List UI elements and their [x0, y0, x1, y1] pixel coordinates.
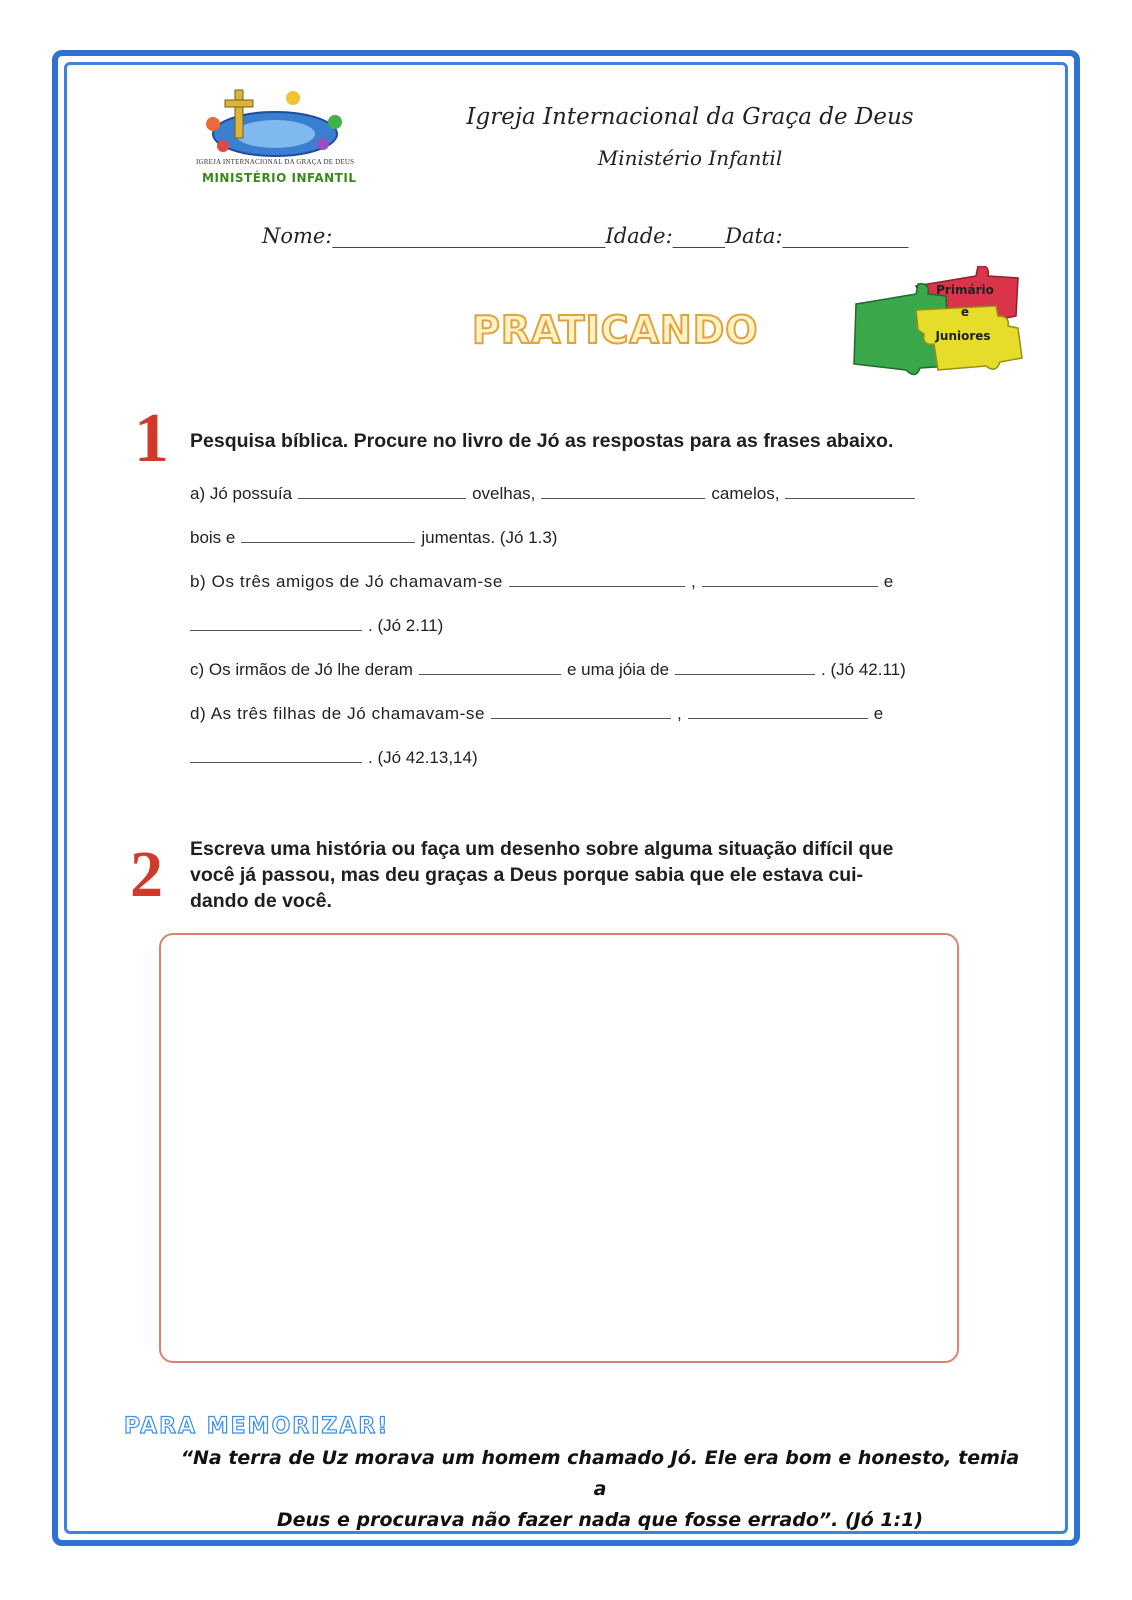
church-name: Igreja Internacional da Graça de Deus [466, 104, 914, 130]
answer-blank[interactable] [688, 704, 868, 719]
question-a-text: camelos, [711, 484, 780, 503]
question-a-text: ovelhas, [472, 484, 536, 503]
badge-juniores: Juniores [935, 329, 991, 343]
exercise-2-line-2: você já passou, mas deu graças a Deus porque sabia que ele estava cui- [190, 864, 864, 886]
question-b-text: , [690, 572, 696, 591]
memory-verse-line-1: “Na terra de Uz morava um homem chamado Jó. Ele era bom e honesto, temia a [180, 1447, 1020, 1500]
answer-blank[interactable] [675, 660, 815, 675]
answer-blank[interactable] [541, 484, 705, 499]
exercise-1-number: 1 [134, 400, 169, 477]
question-d-text: d) As três filhas de Jó chamavam-se [190, 704, 486, 723]
question-b-text: . (Jó 2.11) [368, 616, 444, 635]
exercise-2-line-1: Escreva uma história ou faça um desenho sobre alguma situação difícil que [190, 838, 894, 860]
question-b-text: b) Os três amigos de Jó chamavam-se [190, 572, 503, 591]
answer-blank[interactable] [785, 484, 915, 499]
name-age-date-line[interactable]: Nome:__________________________Idade:_____Data:____________ [262, 224, 909, 248]
memorize-title: PARA MEMORIZAR! [124, 1414, 390, 1439]
answer-blank[interactable] [702, 572, 878, 587]
answer-blank[interactable] [190, 616, 362, 631]
memory-verse-line-2: Deus e procurava não fazer nada que fosse errado”. (Jó 1:1) [276, 1509, 924, 1531]
page-title: PRATICANDO [472, 308, 759, 352]
question-b-line-2 [190, 616, 955, 636]
question-d-text: . (Jó 42.13,14) [368, 748, 478, 767]
question-a-line-1 [190, 484, 955, 504]
question-a-text: a) Jó possuía [190, 484, 293, 503]
question-c-text: c) Os irmãos de Jó lhe deram [190, 660, 413, 679]
answer-blank[interactable] [298, 484, 466, 499]
question-a-line-2 [190, 528, 955, 548]
question-c-text: e uma jóia de [566, 660, 670, 679]
question-d-line-2 [190, 748, 955, 768]
question-c-line [190, 660, 955, 680]
logo-caption: IGREJA INTERNACIONAL DA GRAÇA DE DEUS [196, 158, 355, 166]
question-c-text: . (Jó 42.11) [821, 660, 906, 679]
badge-primario: Primário [936, 283, 994, 297]
answer-blank[interactable] [509, 572, 685, 587]
question-a-text: bois e [190, 528, 236, 547]
question-d-text: e [873, 704, 884, 723]
exercise-1-title: Pesquisa bíblica. Procure no livro de Jó as respostas para as frases abaixo. [190, 430, 894, 452]
exercise-2-line-3: dando de você. [190, 890, 332, 912]
exercise-2-number: 2 [130, 838, 163, 911]
memory-verse [180, 1443, 1020, 1536]
question-b-text: e [883, 572, 894, 591]
answer-blank[interactable] [190, 748, 362, 763]
drawing-area[interactable] [159, 933, 959, 1363]
logo-ministry-text: MINISTÉRIO INFANTIL [202, 171, 357, 185]
question-b-line-1 [190, 572, 955, 592]
ministry-name: Ministério Infantil [597, 146, 783, 170]
question-d-line-1 [190, 704, 955, 724]
answer-blank[interactable] [419, 660, 561, 675]
question-a-text: jumentas. (Jó 1.3) [421, 528, 558, 547]
answer-blank[interactable] [241, 528, 415, 543]
answer-blank[interactable] [491, 704, 671, 719]
badge-e: e [960, 305, 970, 319]
question-d-text: , [677, 704, 682, 723]
